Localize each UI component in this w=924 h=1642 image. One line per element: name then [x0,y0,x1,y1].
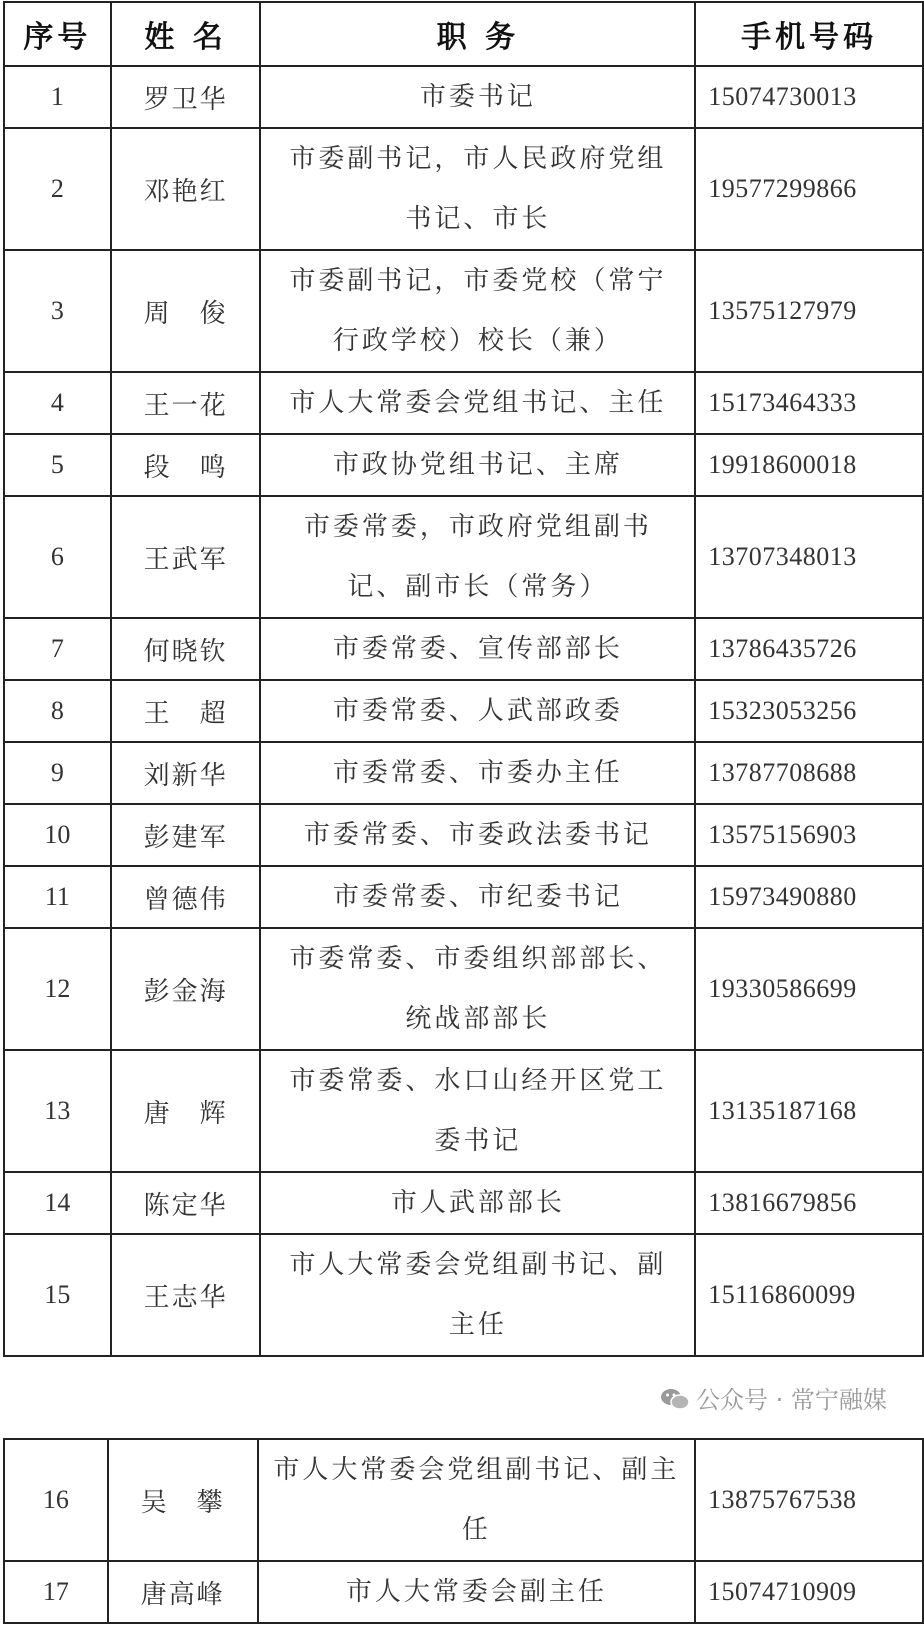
cell-phone: 19918600018 [695,434,923,496]
cell-no: 11 [4,866,111,928]
cell-no: 4 [4,372,111,434]
cell-name: 吴 攀 [108,1439,258,1561]
cell-phone: 13786435726 [695,618,923,680]
cell-phone: 19577299866 [695,128,923,250]
cell-duty: 市人大常委会党组书记、主任 [260,372,695,434]
cell-duty: 市人武部部长 [260,1172,695,1234]
cell-duty: 市人大常委会副主任 [258,1561,695,1623]
cell-no: 9 [4,742,111,804]
cell-duty: 市人大常委会党组副书记、副主任 [260,1234,695,1356]
cell-name: 曾德伟 [111,866,261,928]
cell-phone: 13707348013 [695,496,923,618]
table-row [4,66,923,128]
cell-phone: 13787708688 [695,742,923,804]
cell-name: 彭金海 [111,928,261,1050]
cell-name: 邓艳红 [111,128,261,250]
cell-phone: 13575156903 [695,804,923,866]
cell-name: 唐高峰 [108,1561,258,1623]
header-row [4,2,923,66]
watermark-text: 公众号 · 常宁融媒 [696,1386,887,1414]
cell-name: 周 俊 [111,250,261,372]
cell-no: 14 [4,1172,111,1234]
cell-phone: 13875767538 [695,1439,923,1561]
table-row [4,1439,923,1561]
cell-duty: 市委常委、市纪委书记 [260,866,695,928]
cell-phone: 15116860099 [695,1234,923,1356]
cell-phone: 15074730013 [695,66,923,128]
cell-name: 陈定华 [111,1172,261,1234]
cell-phone: 19330586699 [695,928,923,1050]
cell-duty: 市委副书记，市人民政府党组书记、市长 [260,128,695,250]
cell-no: 8 [4,680,111,742]
cell-no: 5 [4,434,111,496]
cell-no: 15 [4,1234,111,1356]
cell-no: 3 [4,250,111,372]
cell-name: 唐 辉 [111,1050,261,1172]
cell-name: 王 超 [111,680,261,742]
cell-duty: 市委书记 [260,66,695,128]
cell-duty: 市委常委、市委政法委书记 [260,804,695,866]
header-phone: 手机号码 [695,2,923,66]
table-row [4,866,923,928]
contact-table-continued [3,1438,924,1624]
cell-duty: 市政协党组书记、主席 [260,434,695,496]
cell-phone: 15074710909 [695,1561,923,1623]
table-row [4,928,923,1050]
table-row [4,250,923,372]
table-row [4,496,923,618]
table-row [4,1561,923,1623]
table-row [4,128,923,250]
cell-duty: 市委常委、市委办主任 [260,742,695,804]
cell-phone: 13575127979 [695,250,923,372]
cell-phone: 15173464333 [695,372,923,434]
cell-no: 10 [4,804,111,866]
cell-duty: 市委常委、水口山经开区党工委书记 [260,1050,695,1172]
cell-phone: 13135187168 [695,1050,923,1172]
cell-no: 17 [4,1561,108,1623]
cell-no: 6 [4,496,111,618]
cell-phone: 13816679856 [695,1172,923,1234]
cell-no: 2 [4,128,111,250]
cell-name: 王志华 [111,1234,261,1356]
header-duty: 职 务 [260,2,695,66]
cell-name: 王武军 [111,496,261,618]
table-row [4,1050,923,1172]
wechat-icon [660,1387,690,1411]
cell-duty: 市人大常委会党组副书记、副主任 [258,1439,695,1561]
table-row [4,1172,923,1234]
cell-duty: 市委常委、人武部政委 [260,680,695,742]
cell-name: 彭建军 [111,804,261,866]
table-row [4,372,923,434]
cell-duty: 市委常委、市委组织部部长、统战部部长 [260,928,695,1050]
cell-duty: 市委常委、宣传部部长 [260,618,695,680]
cell-phone: 15323053256 [695,680,923,742]
cell-duty: 市委副书记，市委党校（常宁行政学校）校长（兼） [260,250,695,372]
cell-name: 王一花 [111,372,261,434]
contact-table [3,1,924,1357]
table-row [4,1234,923,1356]
cell-no: 12 [4,928,111,1050]
table-row [4,680,923,742]
cell-phone: 15973490880 [695,866,923,928]
table-row [4,434,923,496]
cell-duty: 市委常委，市政府党组副书记、副市长（常务） [260,496,695,618]
cell-no: 7 [4,618,111,680]
cell-no: 16 [4,1439,108,1561]
cell-no: 13 [4,1050,111,1172]
header-name: 姓 名 [111,2,261,66]
cell-name: 罗卫华 [111,66,261,128]
table-row [4,742,923,804]
cell-no: 1 [4,66,111,128]
cell-name: 段 鸣 [111,434,261,496]
watermark [660,1380,887,1415]
table-row [4,618,923,680]
table-row [4,804,923,866]
header-no: 序号 [4,2,111,66]
cell-name: 刘新华 [111,742,261,804]
cell-name: 何晓钦 [111,618,261,680]
